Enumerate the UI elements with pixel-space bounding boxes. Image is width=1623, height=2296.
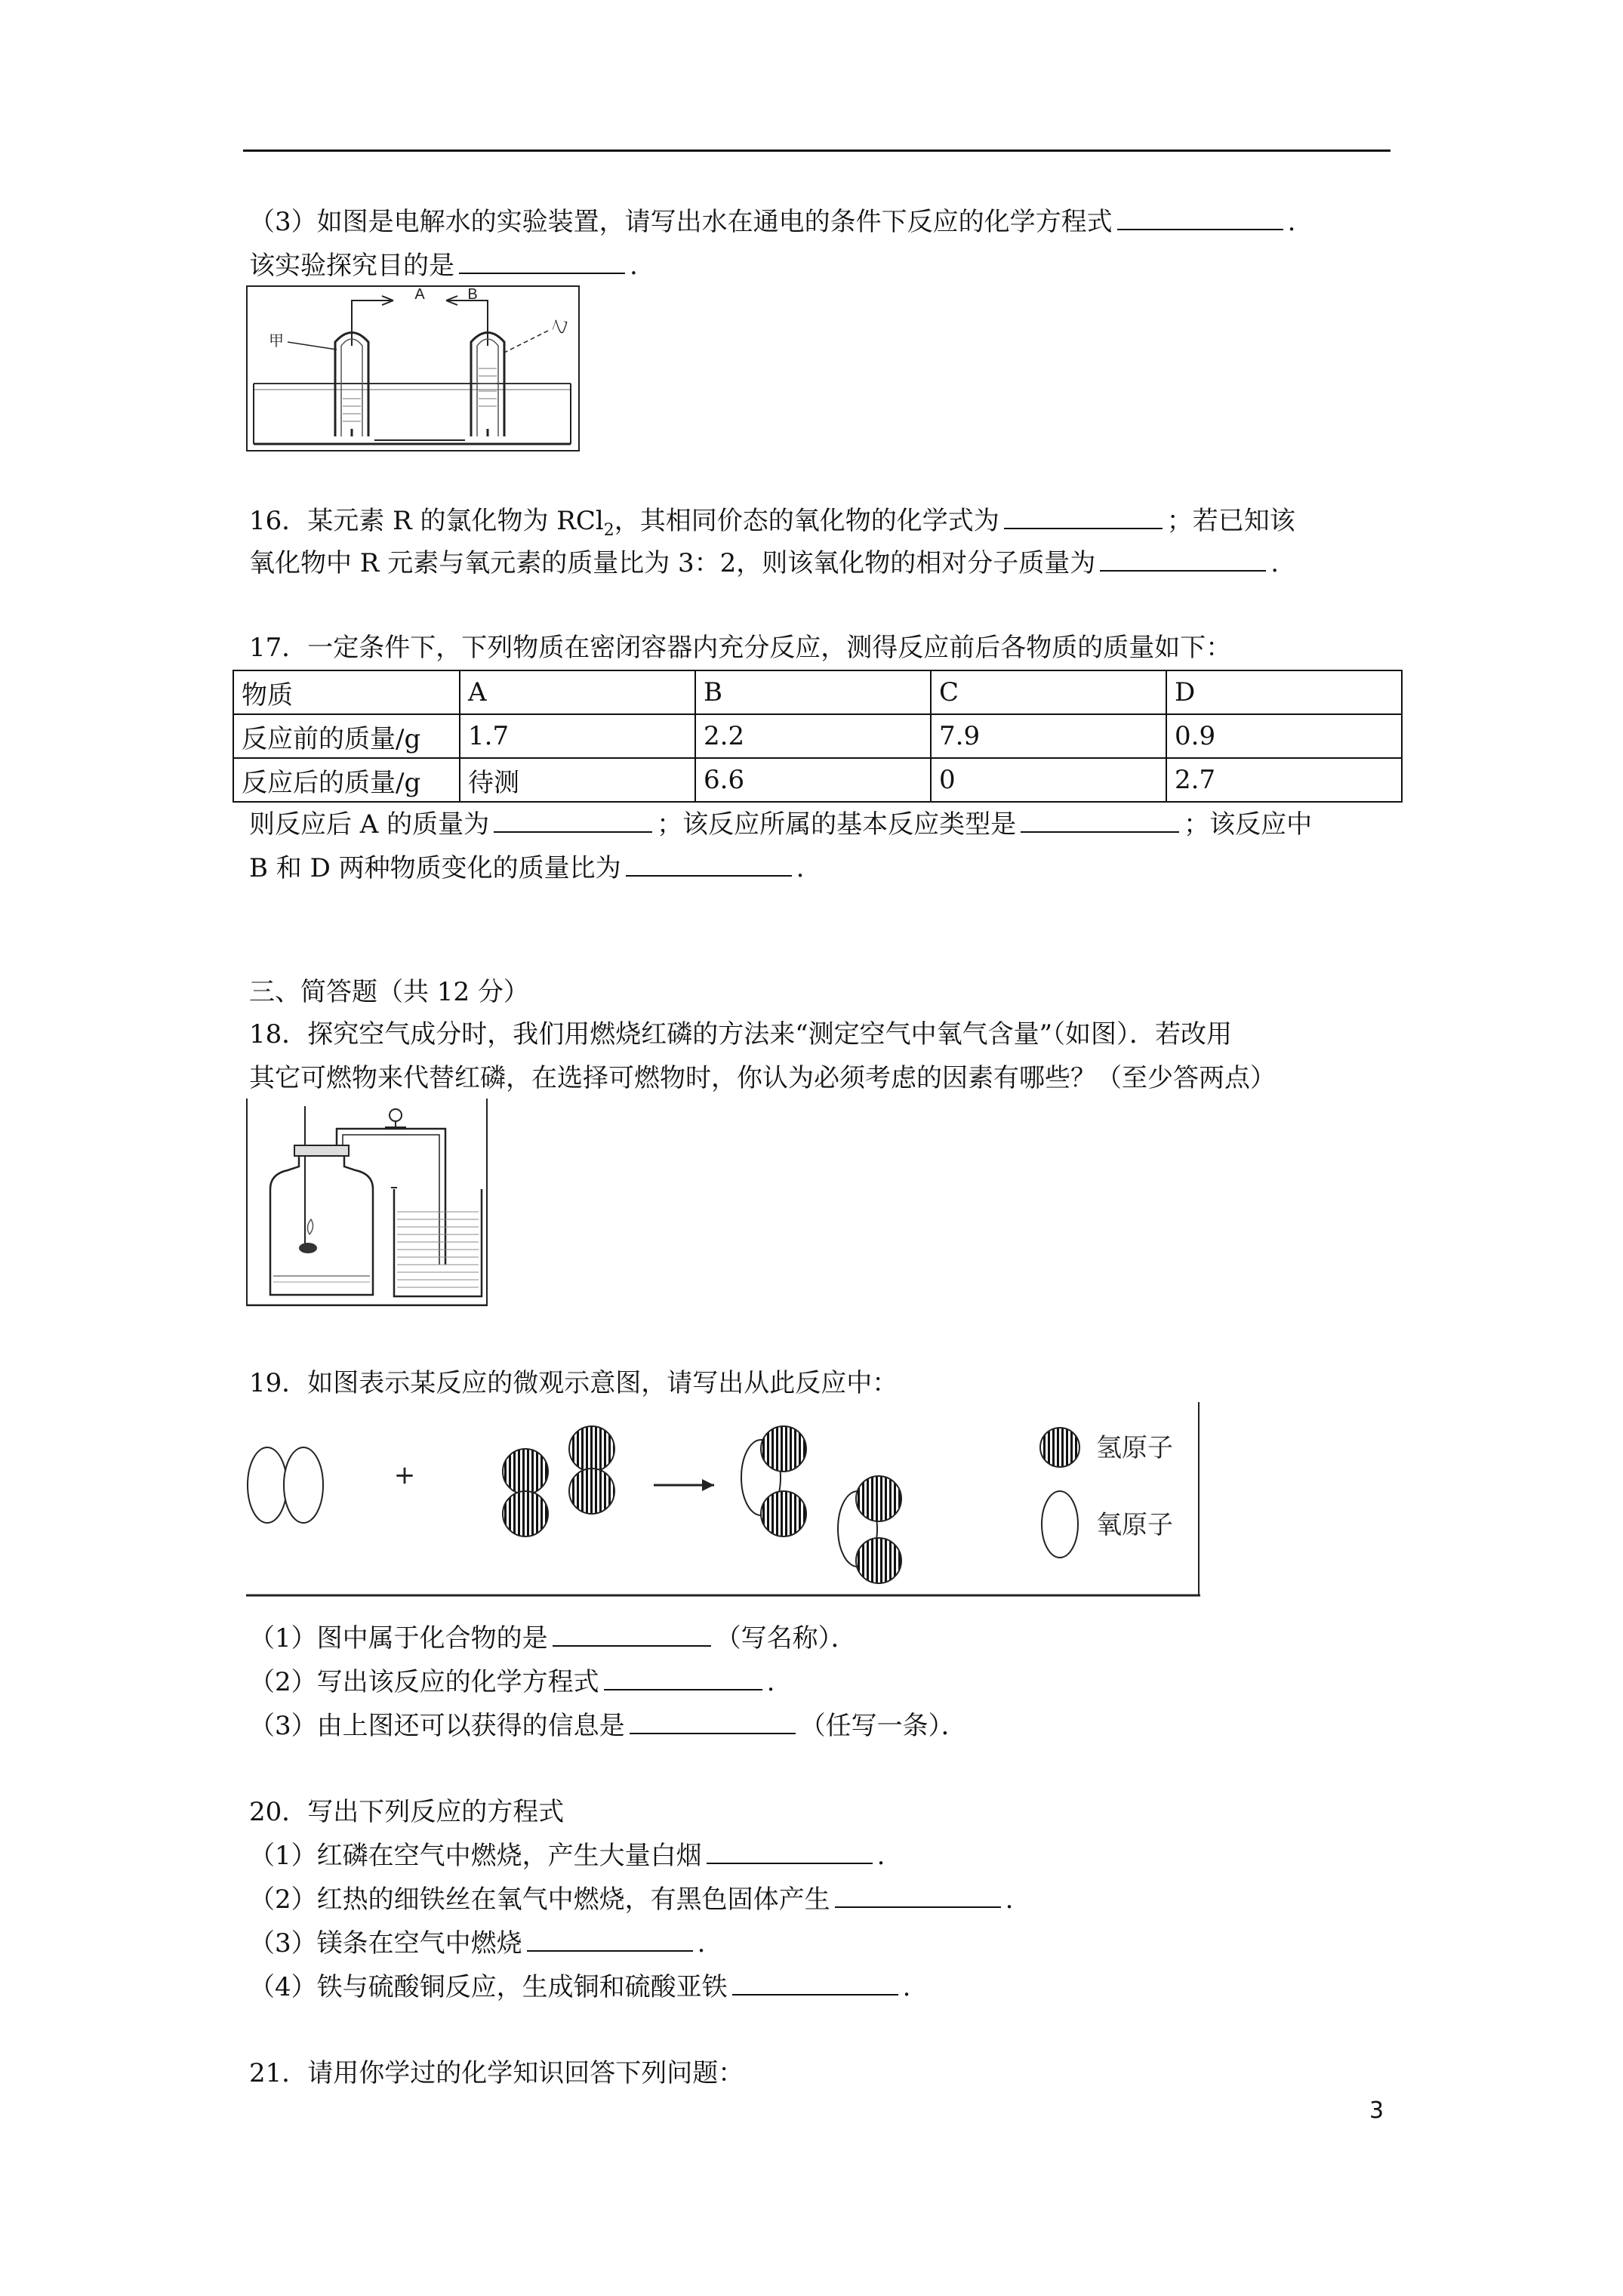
- q20-item: [249, 1927, 705, 1960]
- q16-line1: [249, 504, 1295, 547]
- q19-intro: 19．如图表示某反应的微观示意图，请写出从此反应中：: [249, 1368, 898, 1398]
- q20-item: [249, 1839, 885, 1872]
- q17-text: ；该反应所属的基本反应类型是: [657, 809, 1017, 840]
- reaction-micro-diagram: [246, 1402, 1200, 1597]
- q19-part2: [249, 1666, 775, 1699]
- period: .: [1005, 1885, 1014, 1915]
- figure-label-b: B: [467, 286, 478, 303]
- table-cell: 0.9: [1166, 714, 1402, 758]
- table-cell: 1.7: [460, 714, 695, 758]
- q16-text: 氧化物中 R 元素与氧元素的质量比为 3：2，则该氧化物的相对分子质量为: [249, 548, 1096, 578]
- table-cell: 物质: [233, 670, 460, 714]
- mass-table: [233, 670, 1403, 803]
- q17-text: B 和 D 两种物质变化的质量比为: [249, 853, 621, 883]
- q19-text: （1）图中属于化合物的是: [249, 1623, 548, 1653]
- header-rule: [243, 149, 1390, 152]
- table-cell: 2.2: [695, 714, 931, 758]
- q15-line1: [249, 205, 1295, 239]
- period: .: [766, 1667, 775, 1697]
- q20-text: （4）铁与硫酸铜反应，生成铜和硫酸亚铁: [249, 1972, 728, 2002]
- table-cell: 0: [931, 758, 1166, 802]
- table-cell: B: [695, 670, 931, 714]
- water-molecule-icon: [741, 1426, 806, 1536]
- q19-part3: [249, 1709, 967, 1743]
- q17-intro: 17．一定条件下，下列物质在密闭容器内充分反应，测得反应前后各物质的质量如下：: [249, 633, 1232, 663]
- water-molecule-icon: [838, 1476, 901, 1583]
- q15-line2: [249, 249, 638, 282]
- page-number: 3: [1369, 2097, 1384, 2124]
- legend-hydrogen-label: 氢原子: [1096, 1433, 1173, 1463]
- answer-blank[interactable]: [494, 809, 652, 833]
- q21-intro: 21．请用你学过的化学知识回答下列问题：: [249, 2058, 744, 2088]
- q17-text: ；该反应中: [1184, 809, 1313, 840]
- figure-label-jia: 甲: [269, 331, 284, 350]
- table-cell: D: [1166, 670, 1402, 714]
- figure-label-a: A: [414, 286, 425, 303]
- answer-blank[interactable]: [459, 250, 625, 274]
- table-row: [233, 758, 1402, 802]
- q20-item: [249, 1971, 910, 2004]
- q20-text: （2）红热的细铁丝在氧气中燃烧，有黑色固体产生: [249, 1885, 830, 1915]
- q17-text: 则反应后 A 的质量为: [249, 809, 490, 840]
- legend-oxygen-label: 氧原子: [1096, 1510, 1173, 1540]
- plus-sign: +: [393, 1460, 416, 1490]
- table-cell: C: [931, 670, 1166, 714]
- hydrogen-molecule-icon: [503, 1449, 548, 1536]
- q17-after2: [249, 852, 804, 885]
- q19-text: （写名称）．: [715, 1623, 857, 1653]
- electrolysis-apparatus-figure: [246, 285, 580, 451]
- period: .: [1287, 207, 1296, 237]
- table-cell: 6.6: [695, 758, 931, 802]
- q19-text: （2）写出该反应的化学方程式: [249, 1667, 599, 1697]
- oxygen-molecule-icon: [248, 1447, 323, 1523]
- q18-line1: 18．探究空气成分时，我们用燃烧红磷的方法来“测定空气中氧气含量”（如图）．若改用: [249, 1019, 1233, 1049]
- q20-text: （1）红磷在空气中燃烧，产生大量白烟: [249, 1841, 702, 1871]
- q16-text: ；若已知该: [1166, 506, 1295, 536]
- q18-line2: 其它可燃物来代替红磷，在选择可燃物时，你认为必须考虑的因素有哪些？（至少答两点）: [249, 1063, 1276, 1093]
- q17-after1: [249, 808, 1312, 841]
- table-cell: A: [460, 670, 695, 714]
- q19-text: （3）由上图还可以获得的信息是: [249, 1711, 625, 1741]
- answer-blank[interactable]: [604, 1666, 762, 1690]
- q19-part1: [249, 1622, 857, 1655]
- period: .: [902, 1972, 911, 2002]
- period: .: [1270, 548, 1280, 578]
- section-title: 三、简答题（共 12 分）: [249, 977, 529, 1007]
- q20-item: [249, 1883, 1013, 1916]
- table-row: [233, 714, 1402, 758]
- hydrogen-atom-icon: [1040, 1428, 1079, 1467]
- q20-intro: 20．写出下列反应的方程式: [249, 1797, 565, 1827]
- q20-text: （3）镁条在空气中燃烧: [249, 1928, 522, 1959]
- answer-blank[interactable]: [707, 1840, 873, 1864]
- table-cell: 反应前的质量/g: [233, 714, 460, 758]
- answer-blank[interactable]: [1100, 547, 1266, 572]
- answer-blank[interactable]: [835, 1884, 1001, 1908]
- phosphorus-combustion-figure: [246, 1099, 488, 1306]
- table-cell: 2.7: [1166, 758, 1402, 802]
- answer-blank[interactable]: [1004, 505, 1163, 529]
- period: .: [697, 1928, 706, 1959]
- answer-blank[interactable]: [1021, 809, 1179, 833]
- answer-blank[interactable]: [1117, 206, 1283, 230]
- q16-text: 16．某元素 R 的氯化物为 RCl: [249, 506, 604, 536]
- q19-text: （任写一条）．: [799, 1711, 967, 1741]
- period: .: [876, 1841, 885, 1871]
- answer-blank[interactable]: [527, 1928, 693, 1952]
- period: .: [630, 251, 638, 281]
- figure-label-yi: 乙: [549, 316, 571, 337]
- answer-blank[interactable]: [630, 1710, 796, 1734]
- q16-text: ，其相同价态的氧化物的化学式为: [614, 506, 999, 536]
- q16-line2: [249, 547, 1279, 580]
- answer-blank[interactable]: [732, 1971, 898, 1996]
- answer-blank[interactable]: [626, 852, 792, 877]
- table-header-row: [233, 670, 1402, 714]
- hydrogen-molecule-icon: [569, 1426, 614, 1514]
- q15-text: 该实验探究目的是: [249, 251, 454, 281]
- answer-blank[interactable]: [553, 1623, 711, 1647]
- period: .: [796, 853, 805, 883]
- arrow-right-icon: [654, 1479, 714, 1491]
- table-cell: 反应后的质量/g: [233, 758, 460, 802]
- table-cell: 7.9: [931, 714, 1166, 758]
- oxygen-atom-icon: [1042, 1491, 1078, 1558]
- subscript: 2: [603, 520, 614, 540]
- legend: [1040, 1428, 1173, 1558]
- table-cell: 待测: [460, 758, 695, 802]
- q15-text: （3）如图是电解水的实验装置，请写出水在通电的条件下反应的化学方程式: [249, 207, 1113, 237]
